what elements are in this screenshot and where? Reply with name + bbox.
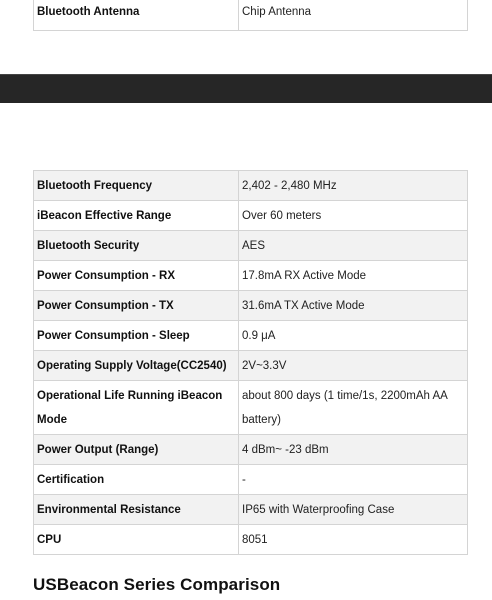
- section-heading: USBeacon Series Comparison: [33, 575, 281, 594]
- spec-key: Operating Supply Voltage(CC2540): [34, 351, 239, 381]
- table-row: [34, 351, 468, 381]
- spec-key: Environmental Resistance: [34, 495, 239, 525]
- table-row: [34, 321, 468, 351]
- spec-key: Bluetooth Frequency: [34, 171, 239, 201]
- spec-value: AES: [239, 231, 468, 261]
- dark-banner: [0, 74, 492, 103]
- spec-value: 0.9 μA: [239, 321, 468, 351]
- spec-key: Power Output (Range): [34, 435, 239, 465]
- table-row: [34, 231, 468, 261]
- spec-value: Over 60 meters: [239, 201, 468, 231]
- spec-value: 4 dBm~ -23 dBm: [239, 435, 468, 465]
- spec-value: 2,402 - 2,480 MHz: [239, 171, 468, 201]
- table-row: [34, 495, 468, 525]
- spec-value: -: [239, 465, 468, 495]
- spec-value: 2V~3.3V: [239, 351, 468, 381]
- table-row: [34, 525, 468, 555]
- spec-key: Certification: [34, 465, 239, 495]
- table-row: [34, 435, 468, 465]
- spec-value: IP65 with Waterproofing Case: [239, 495, 468, 525]
- spec-value: 31.6mA TX Active Mode: [239, 291, 468, 321]
- table-row: [34, 201, 468, 231]
- spec-key: Power Consumption - Sleep: [34, 321, 239, 351]
- spec-key: iBeacon Effective Range: [34, 201, 239, 231]
- spec-key: Operational Life Running iBeacon Mode: [34, 381, 239, 435]
- table-row: [34, 261, 468, 291]
- spec-table: [33, 170, 468, 555]
- table-row: [34, 381, 468, 435]
- spec-value: 17.8mA RX Active Mode: [239, 261, 468, 291]
- spec-value: about 800 days (1 time/1s, 2200mAh AA battery): [239, 381, 468, 435]
- spec-key: CPU: [34, 525, 239, 555]
- spec-value: Chip Antenna: [239, 0, 468, 31]
- table-row: [34, 465, 468, 495]
- table-row: [34, 291, 468, 321]
- spec-table-top: [33, 0, 468, 31]
- spec-key: Bluetooth Security: [34, 231, 239, 261]
- table-row: [34, 171, 468, 201]
- spec-key: Power Consumption - TX: [34, 291, 239, 321]
- spec-value: 8051: [239, 525, 468, 555]
- spec-key: Power Consumption - RX: [34, 261, 239, 291]
- table-row: [34, 0, 468, 31]
- spec-key: Bluetooth Antenna: [34, 0, 239, 31]
